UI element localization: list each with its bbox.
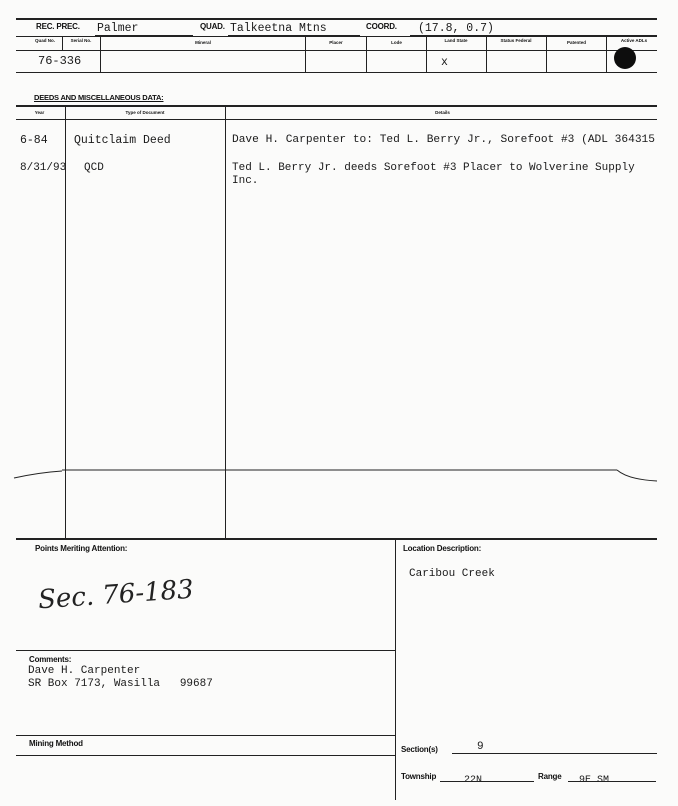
range-label: Range <box>538 772 562 781</box>
active-adl-dot-icon <box>614 47 636 69</box>
section-underline <box>452 753 657 754</box>
land-state-mark: x <box>441 56 448 69</box>
entry-2-type: QCD <box>84 162 104 174</box>
col-header-bottom <box>16 50 657 51</box>
col-placer: Placer <box>329 40 343 45</box>
col-status-federal: Status Federal <box>500 38 532 43</box>
col-patented: Patented <box>566 40 586 45</box>
entry-1-type: Quitclaim Deed <box>74 134 171 147</box>
col-details: Details <box>435 110 450 115</box>
entry-2-year: 8/31/93 <box>20 162 67 174</box>
comments-line-1: Dave H. Carpenter <box>28 665 141 677</box>
comments-line-2: SR Box 7173, Wasilla 99687 <box>28 678 213 690</box>
points-label: Points Meriting Attention: <box>35 544 128 553</box>
entry-1-details: Dave H. Carpenter to: Ted L. Berry Jr., Sorefoot #3 (ADL 364315 <box>232 134 655 146</box>
col-serial-no: Serial No. <box>70 38 92 43</box>
mining-label: Mining Method <box>29 739 83 748</box>
deeds-header-top <box>16 105 657 107</box>
col-divider-4 <box>366 36 367 72</box>
range-underline <box>568 781 656 782</box>
col-mineral: Mineral <box>195 40 211 45</box>
coord-value: (17.8, 0.7) <box>418 22 494 35</box>
rec-prec-label: REC. PREC. <box>36 22 80 31</box>
coord-label: COORD. <box>366 22 397 31</box>
quad-label: QUAD. <box>200 22 225 31</box>
township-value: 22N <box>464 775 483 786</box>
deeds-title: DEEDS AND MISCELLANEOUS DATA: <box>34 93 164 102</box>
rec-prec-value: Palmer <box>97 22 139 35</box>
col-divider-2 <box>100 36 101 72</box>
section-value: 9 <box>477 741 484 753</box>
col-divider-3 <box>305 36 306 72</box>
section-label: Section(s) <box>401 745 438 754</box>
entry-2-details: Ted L. Berry Jr. deeds Sorefoot #3 Placer to Wolverine Supply Inc. <box>232 162 635 187</box>
col-type: Type of Document <box>125 110 165 115</box>
range-value: 9E SM <box>579 775 610 786</box>
col-divider-1 <box>62 36 63 50</box>
col-lode: Lode <box>391 40 402 45</box>
top-border <box>16 18 657 20</box>
col-divider-8 <box>606 36 607 72</box>
col-quad-no: Quad No. <box>35 38 55 43</box>
col-divider-5 <box>426 36 427 72</box>
location-value: Caribou Creek <box>409 568 495 580</box>
bottom-divider <box>395 538 396 800</box>
col-active-adls: Active ADLs <box>620 38 648 43</box>
paper-fold-line <box>12 464 662 486</box>
col-year: Year <box>34 110 45 115</box>
col-land-state: Land State <box>444 38 468 43</box>
col-header-top <box>16 36 657 37</box>
location-label: Location Description: <box>403 544 482 553</box>
township-label: Township <box>401 772 437 781</box>
col-divider-6 <box>486 36 487 72</box>
deeds-header-bottom <box>16 119 657 120</box>
comments-top <box>16 650 395 651</box>
comments-label: Comments: <box>29 655 72 664</box>
mining-bottom <box>16 755 395 756</box>
bottom-section-top <box>16 538 657 540</box>
row-bottom <box>16 72 657 73</box>
entry-1-year: 6-84 <box>20 134 48 147</box>
mining-top <box>16 735 395 736</box>
col-divider-7 <box>546 36 547 72</box>
handwritten-note: Sec. 76-183 <box>37 574 195 616</box>
quad-no-value: 76-336 <box>38 54 82 68</box>
quad-value: Talkeetna Mtns <box>230 22 327 35</box>
township-underline <box>440 781 534 782</box>
